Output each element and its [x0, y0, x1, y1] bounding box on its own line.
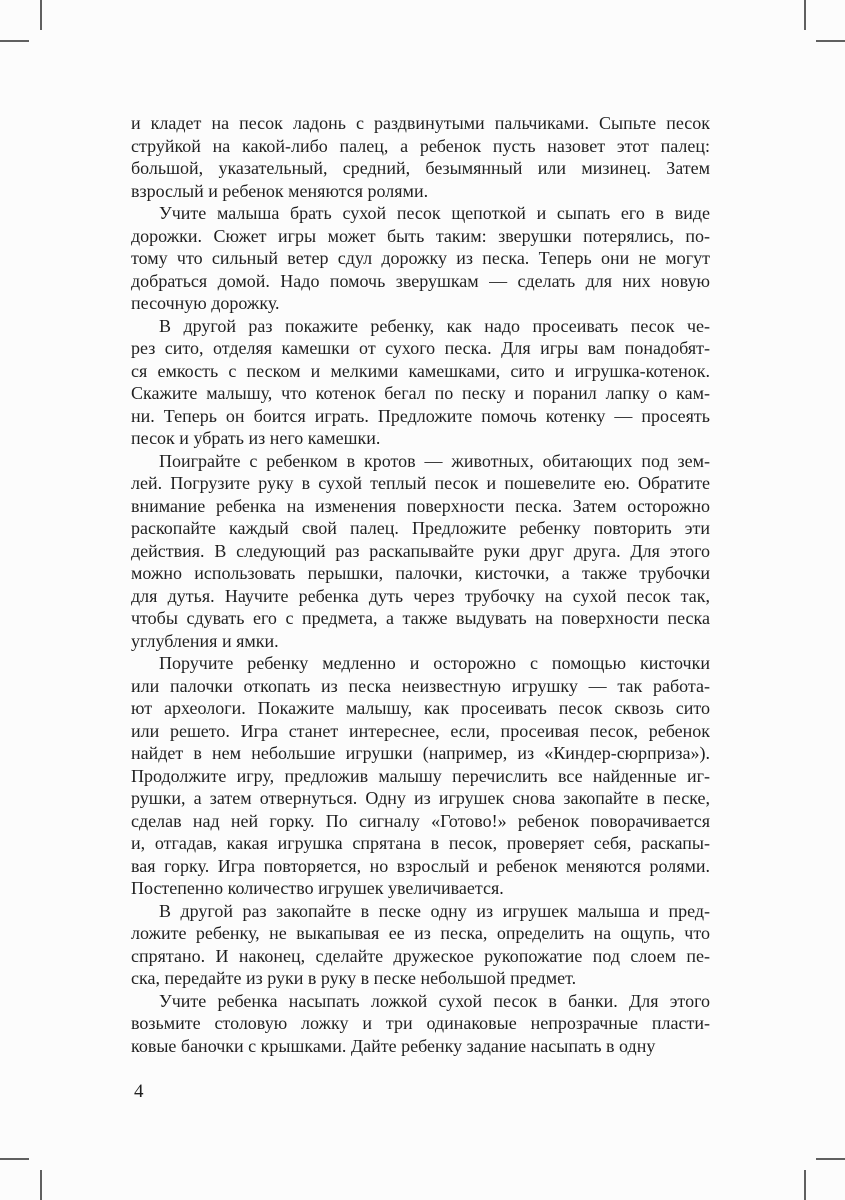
text-line: Поручите ребенку медленно и осторожно с помощью кисточки: [159, 653, 710, 673]
text-line: лей. Погрузите руку в сухой теплый песок и пошевелите ею. Обратите: [131, 473, 710, 493]
crop-mark-bottom-left-vertical: [40, 1170, 42, 1200]
text-line: для дутья. Научите ребенка дуть через трубочку на сухой песок так,: [131, 585, 710, 606]
text-line: или решето. Игра станет интереснее, если, просеивая песок, ребенок: [131, 720, 710, 741]
text-line: тому что сильный ветер сдул дорожку из песка. Теперь они не могут: [131, 248, 710, 268]
crop-mark-bottom-right-vertical: [804, 1170, 806, 1200]
text-line: взрослый и ребенок меняются ролями.: [131, 180, 429, 201]
text-line: струйкой на какой-либо палец, а ребенок пусть назовет этот палец:: [131, 135, 710, 156]
text-line: возьмите столовую ложку и три одинаковые непрозрачные пласти-: [131, 1013, 710, 1033]
text-line: ложите ребенку, не выкапывая ее из песка, определить на ощупь, что: [131, 923, 710, 943]
paragraph: [131, 900, 710, 990]
paragraph: [131, 450, 710, 653]
text-line: большой, указательный, средний, безымянный или мизинец. Затем: [131, 158, 710, 178]
text-line: и кладет на песок ладонь с раздвинутыми пальчиками. Сыпьте песок: [131, 113, 710, 133]
crop-mark-top-left-vertical: [40, 0, 42, 30]
text-line: действия. В следующий раз раскапывайте руки друг друга. Для этого: [131, 540, 710, 561]
text-line: Поиграйте с ребенком в кротов — животных, обитающих под зем-: [159, 450, 710, 471]
text-line: ска, передайте из руки в руку в песке небольшой предмет.: [131, 968, 577, 988]
text-line: углубления и ямки.: [131, 630, 279, 651]
text-line: найдет в нем небольшие игрушки (например, из «Киндер-сюрприза»).: [131, 743, 710, 763]
text-line: Постепенно количество игрушек увеличивается.: [131, 878, 504, 898]
text-line: песок и убрать из него камешки.: [131, 428, 381, 448]
text-line: или палочки откопать из песка неизвестную игрушку — так работа-: [131, 675, 710, 696]
text-line: дорожки. Сюжет игры может быть таким: зверушки потерялись, по-: [131, 225, 710, 246]
text-line: рушки, а затем отвернуться. Одну из игрушек снова закопайте в песке,: [131, 788, 710, 808]
page-text: [131, 112, 710, 1057]
text-line: Учите ребенка насыпать ложкой сухой песок в банки. Для этого: [159, 990, 710, 1011]
crop-mark-top-right-horizontal: [816, 40, 845, 42]
text-line: можно использовать перышки, палочки, кисточки, а также трубочки: [131, 563, 710, 583]
text-line: добраться домой. Надо помочь зверушкам — сделать для них новую: [131, 270, 710, 291]
text-line: В другой раз закопайте в песке одну из игрушек малыша и пред-: [159, 900, 710, 921]
text-line: сделав над ней горку. По сигналу «Готово!» ребенок поворачивается: [131, 810, 710, 831]
text-line: ся емкость с песком и мелкими камешками, сито и игрушка-котенок.: [131, 360, 710, 381]
text-line: раскопайте каждый свой палец. Предложите ребенку повторить эти: [131, 518, 710, 538]
crop-mark-top-left-horizontal: [0, 40, 29, 42]
page-number: 4: [134, 1081, 144, 1102]
text-line: ни. Теперь он боится играть. Предложите помочь котенку — просеять: [131, 405, 710, 426]
paragraph: [131, 112, 710, 202]
paragraph: [131, 990, 710, 1058]
text-line: Учите малыша брать сухой песок щепоткой и сыпать его в виде: [159, 203, 710, 223]
text-line: рез сито, отделяя камешки от сухого песка. Для игры вам понадобят-: [131, 338, 710, 358]
paragraph: [131, 202, 710, 315]
text-line: внимание ребенка на изменения поверхности песка. Затем осторожно: [131, 495, 710, 516]
paragraph: [131, 315, 710, 450]
text-line: Продолжите игру, предложив малышу перечислить все найденные иг-: [131, 765, 710, 786]
text-line: песочную дорожку.: [131, 293, 280, 313]
crop-mark-bottom-right-horizontal: [816, 1158, 845, 1160]
text-line: чтобы сдувать его с предмета, а также выдувать на поверхности песка: [131, 608, 710, 628]
text-line: спрятано. И наконец, сделайте дружеское рукопожатие под слоем пе-: [131, 945, 710, 966]
text-line: Скажите малышу, что котенок бегал по песку и поранил лапку о кам-: [131, 383, 710, 403]
text-line: вая горку. Игра повторяется, но взрослый и ребенок меняются ролями.: [131, 855, 710, 876]
paragraph: [131, 652, 710, 900]
text-line: В другой раз покажите ребенку, как надо просеивать песок че-: [159, 315, 710, 336]
crop-mark-bottom-left-horizontal: [0, 1158, 29, 1160]
text-line: ют археологи. Покажите малышу, как просеивать песок сквозь сито: [131, 698, 710, 718]
crop-mark-top-right-vertical: [804, 0, 806, 30]
text-line: и, отгадав, какая игрушка спрятана в песок, проверяет себя, раскапы-: [131, 833, 710, 853]
text-line: ковые баночки с крышками. Дайте ребенку задание насыпать в одну: [131, 1035, 656, 1056]
